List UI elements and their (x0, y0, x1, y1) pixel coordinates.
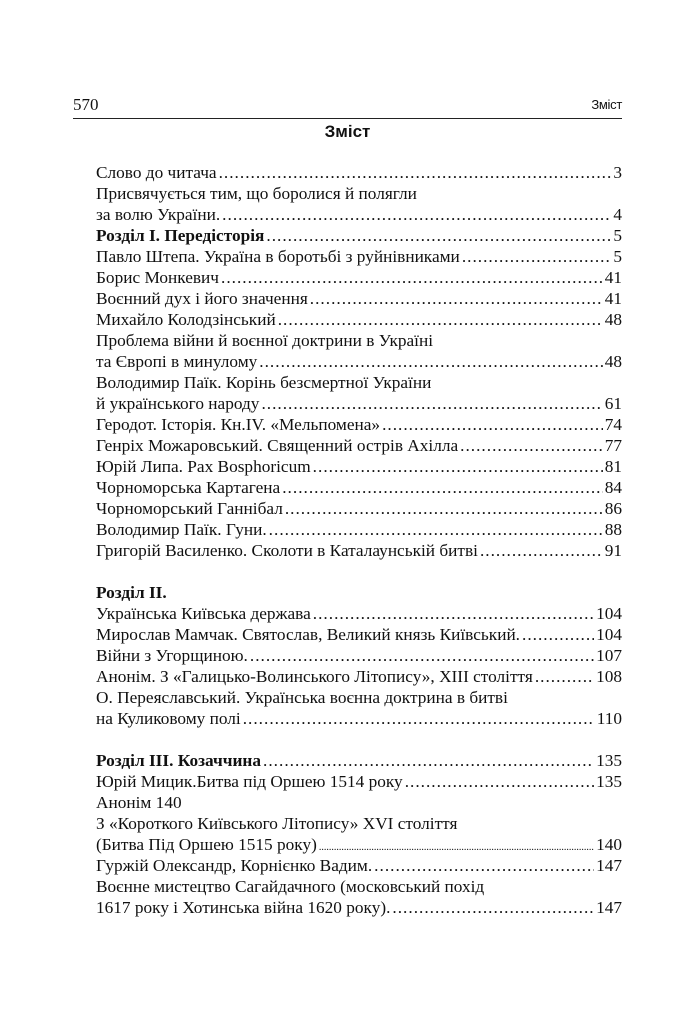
toc-line (96, 246, 622, 267)
toc-line (96, 267, 622, 288)
toc-entry (96, 435, 622, 456)
toc-title: Зміст (324, 122, 371, 141)
toc-entry (96, 582, 622, 603)
toc-entry-text: Геродот. Історія. Кн.IV. «Мельпомена» (96, 415, 381, 434)
dot-leader (382, 414, 603, 435)
toc-entry-text: Володимир Паїк. Гуни. (96, 520, 267, 539)
toc-entry-text: Генріх Можаровський. Священний острів Ахілла (96, 436, 459, 455)
dot-leader (310, 288, 603, 309)
table-of-contents (96, 162, 622, 918)
toc-entry-text: та Європі в минулому (96, 352, 258, 371)
toc-entry-text: Чорноморський Ганнібал (96, 499, 283, 518)
running-title: Зміст (591, 97, 622, 112)
toc-line (96, 225, 622, 246)
toc-page-number: 84 (604, 478, 622, 497)
toc-page-number: 135 (596, 772, 622, 791)
toc-page-number: 4 (613, 205, 622, 224)
toc-page-number: 81 (604, 457, 622, 476)
dot-leader (269, 519, 603, 540)
dot-leader (535, 666, 594, 687)
dot-leader (285, 498, 603, 519)
dot-leader (522, 624, 594, 645)
toc-entry-text: Воєнне мистецтво Сагайдачного (московський похід (96, 877, 485, 896)
toc-entry-text: О. Переяславський. Українська воєнна доктрина в битві (96, 688, 508, 707)
toc-page-number: 107 (596, 646, 622, 665)
toc-entry (96, 750, 622, 771)
dot-leader (222, 204, 611, 225)
toc-line (96, 897, 622, 918)
toc-page-number: 86 (604, 499, 622, 518)
toc-entry (96, 162, 622, 183)
toc-entry (96, 414, 622, 435)
toc-line (96, 477, 622, 498)
toc-line (96, 771, 622, 792)
toc-entry-text: Війни з Угорщиною. (96, 646, 248, 665)
dot-leader (219, 162, 612, 183)
toc-line (96, 666, 622, 687)
toc-entry (96, 267, 622, 288)
toc-line (96, 288, 622, 309)
toc-line (96, 435, 622, 456)
toc-line (96, 498, 622, 519)
toc-entry (96, 876, 622, 918)
toc-page-number: 104 (596, 625, 622, 644)
section-gap (96, 561, 622, 582)
toc-page-number: 91 (604, 541, 622, 560)
toc-line (96, 372, 622, 393)
toc-page-number: 108 (596, 667, 622, 686)
toc-entry-text: на Куликовому полі (96, 709, 241, 728)
toc-entry (96, 687, 622, 729)
toc-page-number: 48 (604, 352, 622, 371)
toc-line (96, 645, 622, 666)
toc-page-number: 41 (604, 268, 622, 287)
toc-line (96, 813, 622, 834)
running-header (73, 92, 622, 119)
toc-entry-text: Юрій Липа. Pax Bosphoricum (96, 457, 311, 476)
toc-line (96, 414, 622, 435)
toc-line (96, 183, 622, 204)
dot-leader (266, 225, 611, 246)
toc-page-number: 88 (604, 520, 622, 539)
toc-line (96, 876, 622, 897)
toc-line (96, 540, 622, 561)
toc-entry (96, 309, 622, 330)
toc-entry-text: Гуржій Олександр, Корнієнко Вадим. (96, 856, 373, 875)
toc-entry (96, 666, 622, 687)
toc-section (96, 750, 622, 918)
dot-leader (405, 771, 594, 792)
toc-line (96, 519, 622, 540)
toc-entry-text: Анонім 140 (96, 793, 182, 812)
toc-entry (96, 288, 622, 309)
toc-page-number: 41 (604, 289, 622, 308)
toc-section (96, 162, 622, 561)
toc-line (96, 393, 622, 414)
toc-entry (96, 624, 622, 645)
toc-entry-text: З «Короткого Київського Літопису» XVI століття (96, 814, 458, 833)
toc-entry-text: Розділ І. Передісторія (96, 226, 265, 245)
toc-entry-text: Павло Штепа. Україна в боротьбі з руйнівниками (96, 247, 460, 266)
toc-entry (96, 456, 622, 477)
dot-leader (243, 708, 595, 729)
toc-entry (96, 540, 622, 561)
section-gap (96, 729, 622, 750)
toc-line (96, 204, 622, 225)
toc-entry-text: Юрій Мицик.Битва під Оршею 1514 року (96, 772, 403, 791)
toc-entry (96, 855, 622, 876)
toc-section (96, 582, 622, 729)
dot-leader (263, 750, 594, 771)
toc-entry (96, 330, 622, 372)
toc-entry-text: Слово до читача (96, 163, 217, 182)
toc-entry (96, 519, 622, 540)
toc-line (96, 603, 622, 624)
toc-page-number: 5 (613, 226, 622, 245)
toc-entry (96, 246, 622, 267)
toc-entry (96, 183, 622, 225)
toc-page-number: 77 (604, 436, 622, 455)
toc-entry (96, 792, 622, 813)
toc-page-number: 110 (596, 709, 622, 728)
dot-leader (392, 897, 594, 918)
toc-page-number: 74 (604, 415, 622, 434)
dot-leader (480, 540, 603, 561)
dot-leader (313, 603, 594, 624)
toc-entry-text: Борис Монкевич (96, 268, 220, 287)
toc-line (96, 456, 622, 477)
toc-entry (96, 771, 622, 792)
dot-leader (282, 477, 602, 498)
toc-page-number: 5 (613, 247, 622, 266)
dot-leader (250, 645, 594, 666)
toc-line (96, 330, 622, 351)
toc-line (96, 624, 622, 645)
dot-leader (221, 267, 603, 288)
toc-entry-text: (Битва Під Оршею 1515 року) (96, 835, 317, 854)
toc-entry-text: Чорноморська Картагена (96, 478, 281, 497)
toc-entry-text: Мирослав Мамчак. Святослав, Великий князь Київський. (96, 625, 521, 644)
toc-entry-text: Розділ ІІІ. Козаччина (96, 751, 262, 770)
toc-page-number: 140 (596, 835, 622, 854)
dot-leader (374, 855, 594, 876)
dot-leader (261, 393, 602, 414)
dot-leader (278, 309, 603, 330)
toc-entry-text: за волю України. (96, 205, 221, 224)
toc-page-number: 48 (604, 310, 622, 329)
dot-leader (462, 246, 612, 267)
toc-line (96, 582, 622, 603)
toc-entry-text: Михайло Колодзінський (96, 310, 276, 329)
toc-entry (96, 645, 622, 666)
toc-line (96, 162, 622, 183)
toc-entry (96, 477, 622, 498)
toc-entry (96, 813, 622, 855)
toc-entry-text: Українська Київська держава (96, 604, 311, 623)
dot-leader (460, 435, 603, 456)
toc-entry-text: Розділ ІІ. (96, 583, 167, 602)
toc-entry (96, 603, 622, 624)
toc-entry-text: Присвячується тим, що боролися й полягли (96, 184, 417, 203)
toc-page-number: 135 (596, 751, 622, 770)
toc-line (96, 834, 622, 855)
toc-page-number: 104 (596, 604, 622, 623)
toc-page-number: 147 (596, 856, 622, 875)
toc-line (96, 855, 622, 876)
dot-leader (313, 456, 603, 477)
page-number: 570 (73, 95, 99, 114)
dot-leader (259, 351, 602, 372)
toc-entry-text: Воєнний дух і його значення (96, 289, 308, 308)
toc-page-number: 147 (596, 898, 622, 917)
toc-entry (96, 372, 622, 414)
toc-line (96, 792, 622, 813)
toc-entry-text: Григорій Василенко. Сколоти в Каталаунській битві (96, 541, 478, 560)
toc-line (96, 708, 622, 729)
toc-entry-text: Проблема війни й воєнної доктрини в Україні (96, 331, 434, 350)
toc-line (96, 309, 622, 330)
toc-page-number: 61 (604, 394, 622, 413)
toc-entry-text: й українського народу (96, 394, 260, 413)
toc-line (96, 750, 622, 771)
toc-line (96, 687, 622, 708)
toc-entry-text: Анонім. З «Галицько-Волинського Літопису», XIII століття (96, 667, 533, 686)
toc-page-number: 3 (613, 163, 622, 182)
toc-entry-text: Володимир Паїк. Корінь безсмертної України (96, 373, 432, 392)
toc-entry-text: 1617 року і Хотинська війна 1620 року). (96, 898, 391, 917)
toc-entry (96, 498, 622, 519)
toc-entry (96, 225, 622, 246)
toc-line (96, 351, 622, 372)
